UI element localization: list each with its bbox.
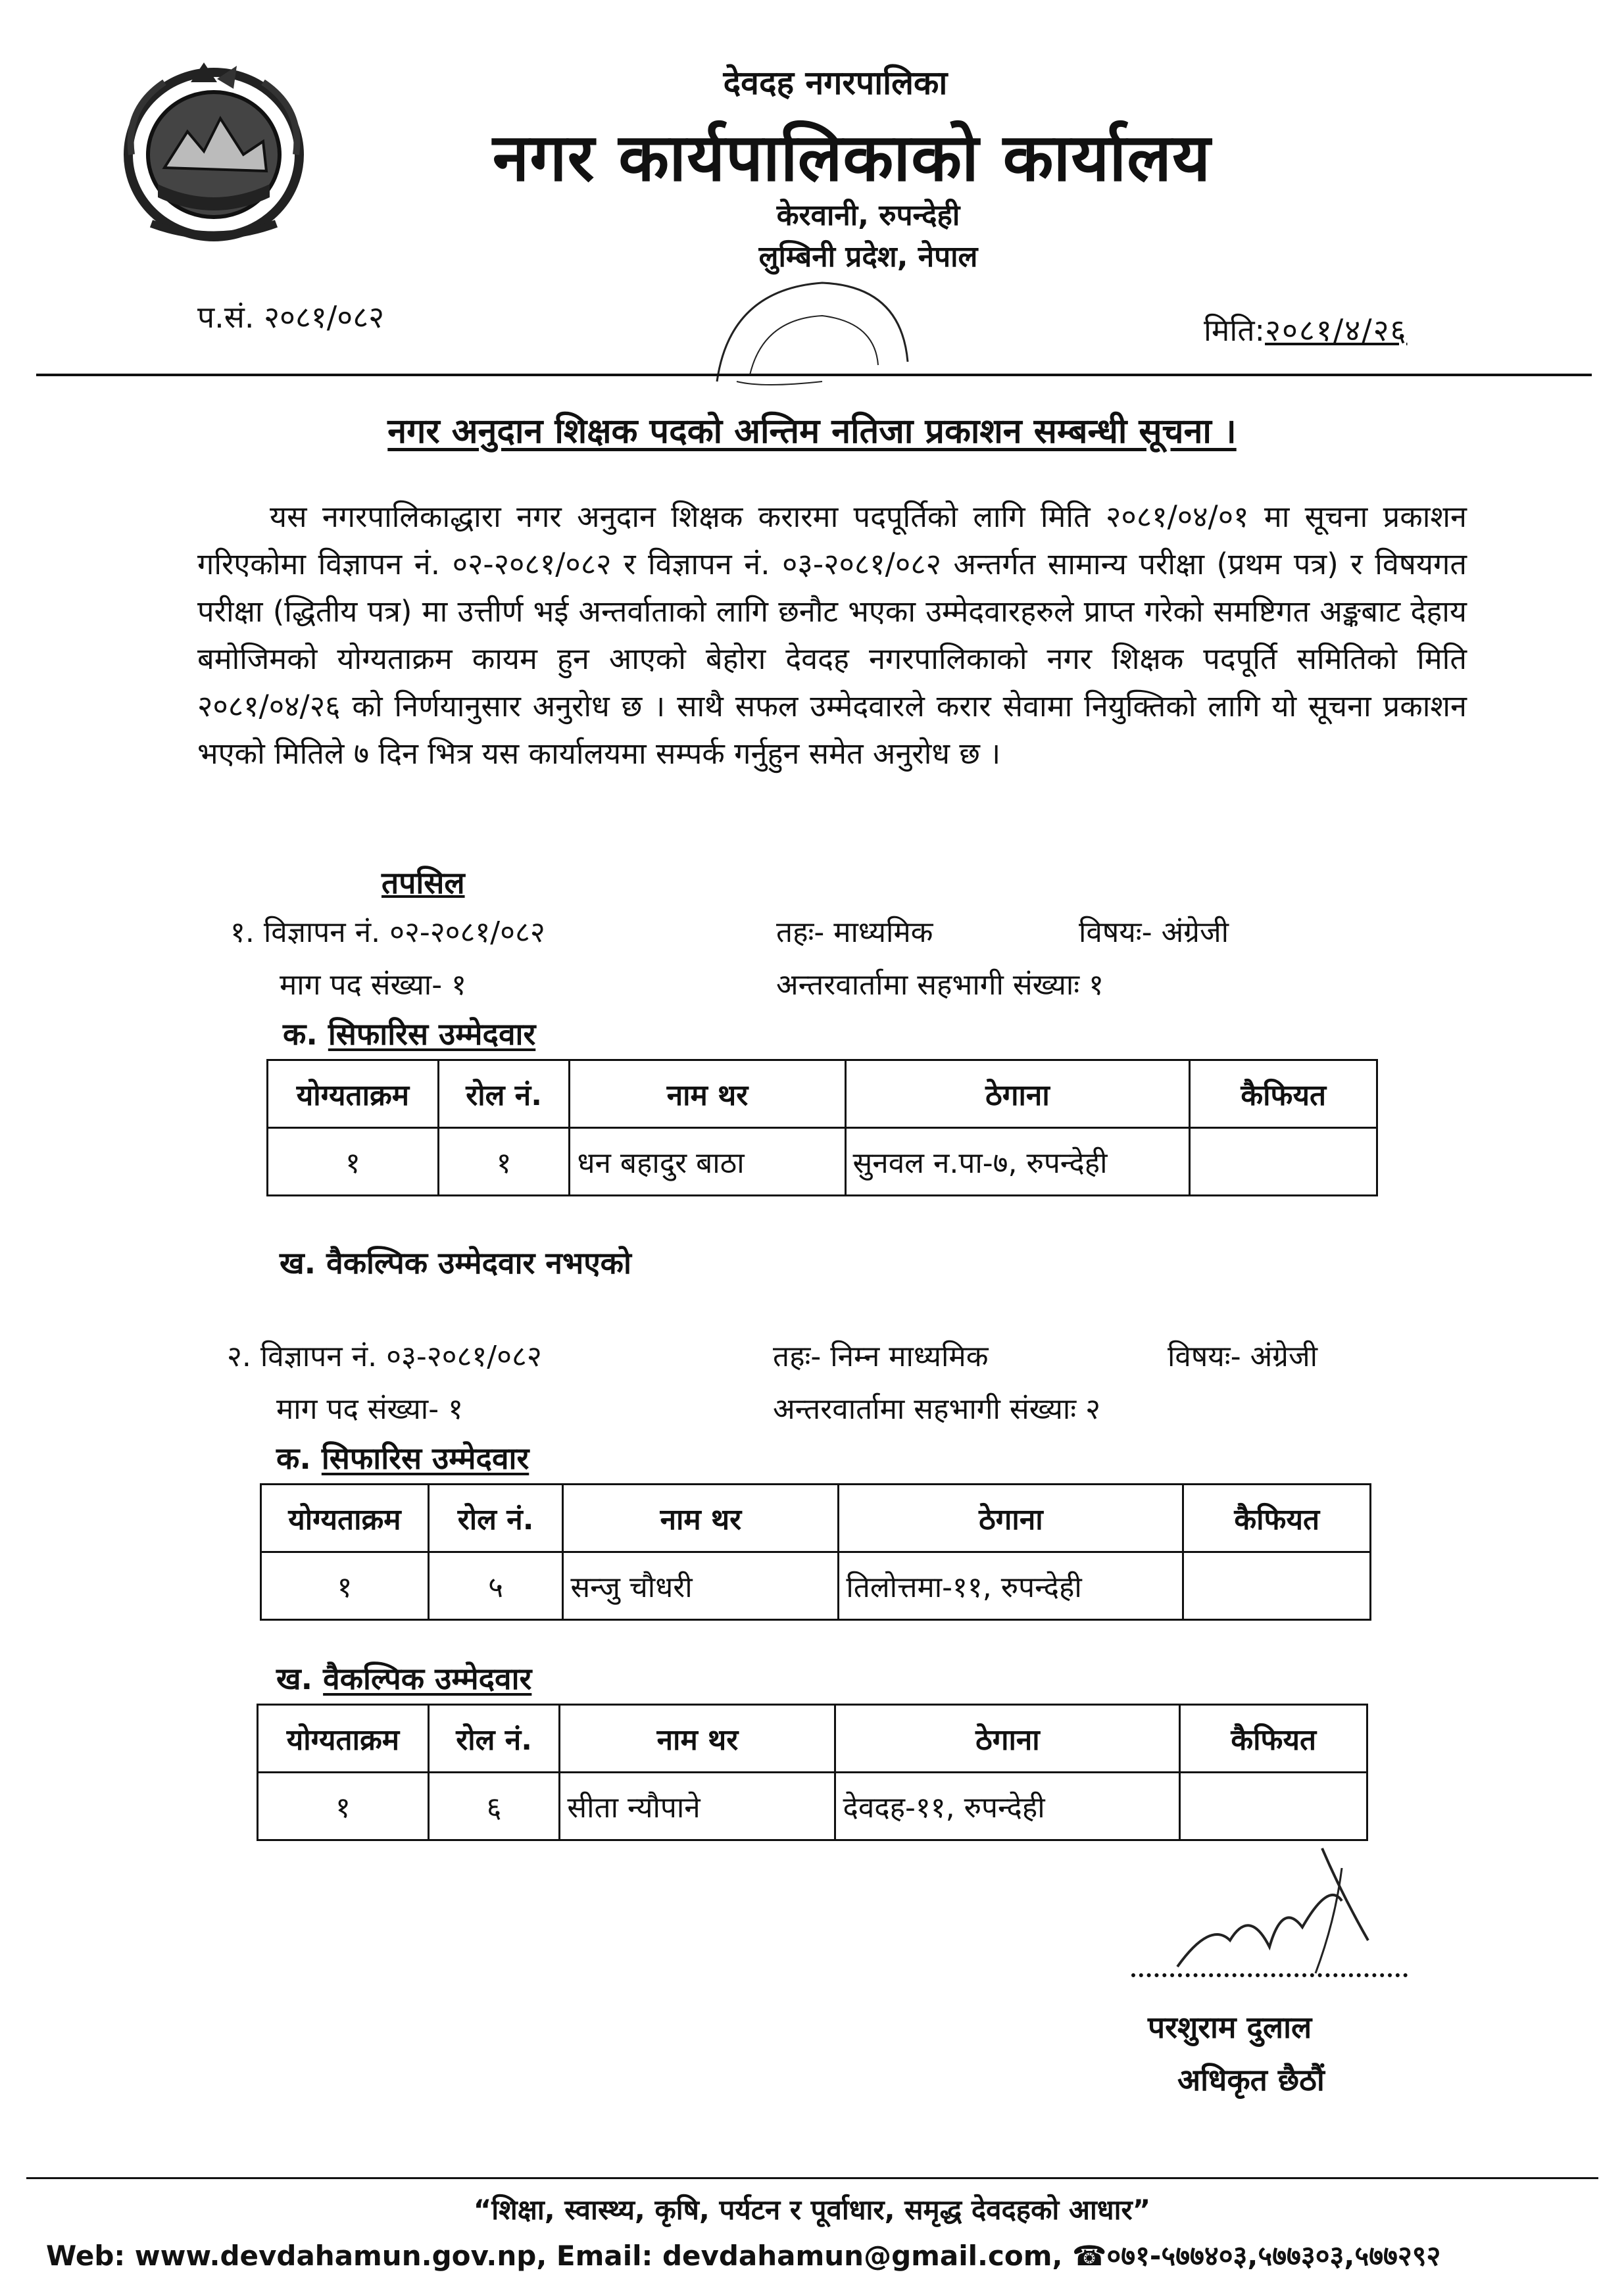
cell-address: सुनवल न.पा-७, रुपन्देही bbox=[845, 1128, 1190, 1196]
cell-address: देवदह-११, रुपन्देही bbox=[835, 1773, 1180, 1840]
col-roll: रोल नं. bbox=[428, 1485, 563, 1552]
ad1-posts: माग पद संख्या- १ bbox=[280, 968, 466, 1002]
cell-roll: ६ bbox=[428, 1773, 560, 1840]
address-line-1: केरवानी, रुपन्देही bbox=[776, 199, 960, 232]
ad1-recommended-prefix: क. bbox=[283, 1016, 318, 1052]
notice-subject bbox=[0, 406, 1624, 453]
ad2-recommended-table bbox=[260, 1483, 1371, 1621]
issue-date bbox=[1204, 309, 1408, 350]
reference-value: २०८१/०८२ bbox=[264, 299, 385, 335]
cell-name: धन बहादुर बाठा bbox=[570, 1128, 845, 1196]
ad1-level: तहः- माध्यमिक bbox=[776, 916, 933, 949]
ad2-interview-count: अन्तरवार्तामा सहभागी संख्याः २ bbox=[773, 1392, 1101, 1426]
cell-roll: १ bbox=[438, 1128, 570, 1196]
table-row bbox=[261, 1552, 1371, 1620]
date-value: २०८१/४/२६ bbox=[1265, 312, 1408, 348]
table-header-row bbox=[258, 1705, 1367, 1773]
cell-rank: १ bbox=[261, 1552, 429, 1620]
col-roll: रोल नं. bbox=[428, 1705, 560, 1773]
cell-remarks bbox=[1183, 1552, 1371, 1620]
col-address: ठेगाना bbox=[835, 1705, 1180, 1773]
footer-contact: Web: www.devdahamun.gov.np, Email: devdahamun@gmail.com, ☎०७१-५७७४०३,५७७३०३,५७७२९२ bbox=[46, 2240, 1441, 2272]
notice-subject-text: नगर अनुदान शिक्षक पदको अन्तिम नतिजा प्रकाशन सम्बन्धी सूचना । bbox=[387, 412, 1237, 451]
col-rank: योग्यताक्रम bbox=[258, 1705, 429, 1773]
col-address: ठेगाना bbox=[839, 1485, 1183, 1552]
header-divider bbox=[36, 374, 1592, 376]
cell-remarks bbox=[1180, 1773, 1367, 1840]
reference-label: प.सं. bbox=[197, 299, 255, 335]
notice-body-text: यस नगरपालिकाद्धारा नगर अनुदान शिक्षक करारमा पदपूर्तिको लागि मिति २०८१/०४/०१ मा सूचना प्रकाशन गरिएकोमा विज्ञापन नं. ०२-२०८१/०८२ र विज्ञापन नं. ०३-२०८१/०८२ अन्तर्गत सामान्य परीक्षा (प्रथम पत्र) र विषयगत परीक्षा (द्धितीय पत्र) मा उत्तीर्ण भई अन्तर्वाताको लागि छनौट भएका उम्मेदवारहरुले प्राप्त गरेको समष्टिगत अङ्कबाट देहाय बमोजिमको योग्यताक्रम कायम हुन आएको बेहोरा देवदह नगरपालिकाको नगर शिक्षक पदपूर्ति समितिको मिति २०८१/०४/२६ को निर्णयानुसार अनुरोध छ । साथै सफल उम्मेदवारले करार सेवामा नियुक्तिको लागि यो सूचना प्रकाशन भएको मितिले ७ दिन भित्र यस कार्यालयमा सम्पर्क गर्नुहुन समेत अनुरोध छ । bbox=[197, 499, 1467, 771]
ad2-recommended-label: सिफारिस उम्मेदवार bbox=[321, 1440, 529, 1476]
ad1-alternate-prefix: ख. bbox=[280, 1245, 316, 1281]
ad2-subject: विषयः- अंग्रेजी bbox=[1168, 1340, 1318, 1373]
signatory-name: परशुराम दुलाल bbox=[1148, 2009, 1312, 2045]
col-remarks: कैफियत bbox=[1183, 1485, 1371, 1552]
nepal-government-emblem bbox=[112, 56, 316, 247]
municipality-name: देवदह नगरपालिका bbox=[723, 64, 948, 102]
details-heading: तपसिल bbox=[381, 865, 465, 900]
table-row bbox=[268, 1128, 1377, 1196]
table-header-row bbox=[268, 1060, 1377, 1128]
cell-name: सीता न्यौपाने bbox=[560, 1773, 835, 1840]
ad1-alternate-heading bbox=[280, 1242, 631, 1283]
ad2-alternate-label: वैकल्पिक उम्मेदवार bbox=[323, 1661, 532, 1696]
cell-name: सन्जु चौधरी bbox=[563, 1552, 839, 1620]
ad1-interview-count: अन्तरवार्तामा सहभागी संख्याः १ bbox=[776, 968, 1104, 1002]
ad2-recommended-heading bbox=[276, 1437, 529, 1478]
ad2-posts: माग पद संख्या- १ bbox=[276, 1392, 463, 1426]
col-name: नाम थर bbox=[570, 1060, 845, 1128]
date-label: मिति: bbox=[1204, 312, 1266, 348]
cell-remarks bbox=[1190, 1128, 1377, 1196]
ad2-title: २. विज्ञापन नं. ०३-२०८१/०८२ bbox=[227, 1340, 542, 1373]
footer-divider bbox=[26, 2177, 1598, 2179]
cell-rank: १ bbox=[268, 1128, 439, 1196]
office-title: नगर कार्यपालिकाको कार्यालय bbox=[492, 119, 1212, 196]
col-rank: योग्यताक्रम bbox=[268, 1060, 439, 1128]
col-name: नाम थर bbox=[563, 1485, 839, 1552]
reference-number bbox=[197, 296, 384, 337]
ad1-recommended-heading bbox=[283, 1013, 535, 1054]
cell-address: तिलोत्तमा-११, रुपन्देही bbox=[839, 1552, 1183, 1620]
signature-line bbox=[1131, 1973, 1408, 1977]
ad2-alternate-heading bbox=[276, 1658, 531, 1698]
cell-rank: १ bbox=[258, 1773, 429, 1840]
office-stamp bbox=[691, 250, 934, 401]
table-header-row bbox=[261, 1485, 1371, 1552]
address-line-2: लुम्बिनी प्रदेश, नेपाल bbox=[758, 240, 978, 274]
ad2-recommended-prefix: क. bbox=[276, 1440, 311, 1476]
notice-body bbox=[197, 493, 1467, 777]
ad1-recommended-label: सिफारिस उम्मेदवार bbox=[328, 1016, 536, 1052]
ad1-subject: विषयः- अंग्रेजी bbox=[1079, 916, 1229, 949]
signatory-title: अधिकृत छैठौं bbox=[1177, 2062, 1325, 2098]
col-remarks: कैफियत bbox=[1190, 1060, 1377, 1128]
handwritten-signature bbox=[1171, 1842, 1408, 1993]
ad1-recommended-table bbox=[266, 1059, 1378, 1196]
ad1-title: १. विज्ञापन नं. ०२-२०८१/०८२ bbox=[230, 916, 545, 949]
ad2-alternate-table bbox=[257, 1704, 1368, 1841]
col-remarks: कैफियत bbox=[1180, 1705, 1367, 1773]
ad2-level: तहः- निम्न माध्यमिक bbox=[773, 1340, 989, 1373]
col-address: ठेगाना bbox=[845, 1060, 1190, 1128]
footer-motto: “शिक्षा, स्वास्थ्य, कृषि, पर्यटन र पूर्वाधार, समृद्ध देवदहको आधार” bbox=[473, 2194, 1151, 2226]
cell-roll: ५ bbox=[428, 1552, 563, 1620]
col-rank: योग्यताक्रम bbox=[261, 1485, 429, 1552]
col-name: नाम थर bbox=[560, 1705, 835, 1773]
ad2-alternate-prefix: ख. bbox=[276, 1661, 313, 1696]
col-roll: रोल नं. bbox=[438, 1060, 570, 1128]
table-row bbox=[258, 1773, 1367, 1840]
ad1-alternate-label: वैकल्पिक उम्मेदवार नभएको bbox=[326, 1245, 631, 1281]
